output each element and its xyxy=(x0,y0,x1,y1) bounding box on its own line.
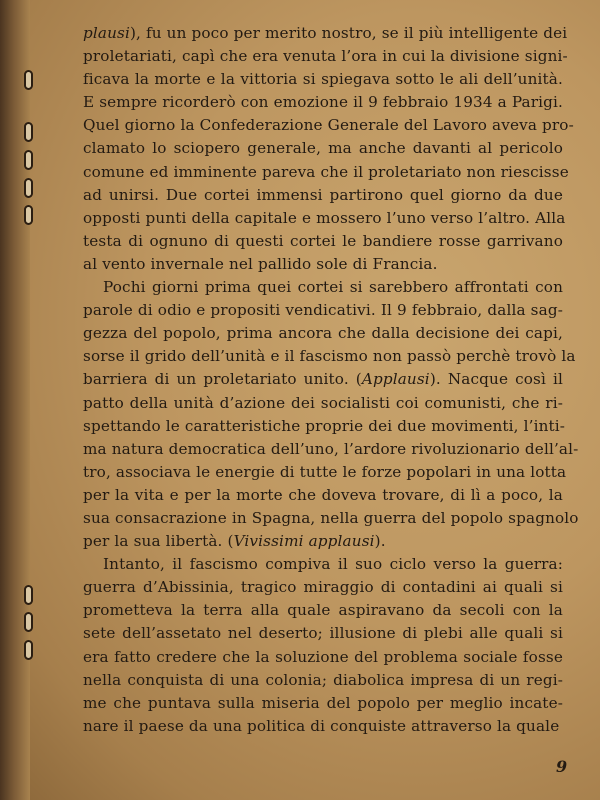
text-line xyxy=(83,230,563,253)
text-line xyxy=(83,368,563,391)
text-line xyxy=(83,276,563,299)
binding-staple xyxy=(24,70,33,90)
text-segment: clamato lo sciopero generale, ma anche davanti al pericolo xyxy=(83,139,563,158)
text-segment: sete dell’assetato nel deserto; illusione di plebi alle quali si xyxy=(83,624,563,643)
text-line xyxy=(83,345,576,368)
text-segment: ). Nacque così il xyxy=(429,370,563,389)
text-segment: ficava la morte e la vittoria si spiegava sotto le ali dell’unità. xyxy=(83,70,563,89)
binding-staple xyxy=(24,205,33,225)
text-segment: Pochi giorni prima quei cortei si sarebbero affrontati con xyxy=(103,278,563,297)
text-segment: E sempre ricorderò con emozione il 9 febbraio 1934 a Parigi. xyxy=(83,93,563,112)
text-segment: ad unirsi. Due cortei immensi partirono quel giorno da due xyxy=(83,185,563,204)
text-segment: proletariati, capì che era venuta l’ora in cui la divisione signi- xyxy=(83,47,568,66)
italic-text: plausi xyxy=(83,24,130,42)
text-line xyxy=(83,91,563,114)
text-segment: sua consacrazione in Spagna, nella guerra del popolo spagnolo xyxy=(83,508,579,527)
text-line xyxy=(83,392,563,415)
text-segment: nella conquista di una colonia; diabolica impresa di un regi- xyxy=(83,670,563,689)
text-line xyxy=(83,599,563,622)
text-line xyxy=(83,184,563,207)
paragraph xyxy=(83,22,574,276)
binding-staple xyxy=(24,150,33,170)
text-line xyxy=(83,669,563,692)
text-segment: era fatto credere che la soluzione del problema sociale fosse xyxy=(83,647,563,666)
binding-gutter xyxy=(0,0,30,800)
text-segment: prometteva la terra alla quale aspiravano da secoli con la xyxy=(83,601,563,620)
text-line xyxy=(83,253,563,276)
text-line xyxy=(83,646,563,669)
text-segment: Intanto, il fascismo compiva il suo ciclo verso la guerra: xyxy=(103,555,563,574)
text-segment: guerra d’Abissinia, tragico miraggio di contadini ai quali si xyxy=(83,578,563,597)
paragraph xyxy=(83,553,563,738)
italic-text: Applausi xyxy=(361,370,430,389)
body-text xyxy=(83,22,579,738)
paragraph xyxy=(83,276,579,553)
text-segment: ). xyxy=(374,532,386,551)
text-line xyxy=(83,137,563,160)
text-line xyxy=(83,484,563,507)
text-line xyxy=(83,114,574,137)
text-line xyxy=(83,553,563,576)
binding-staple xyxy=(24,122,33,142)
text-line xyxy=(83,461,567,484)
text-segment: sorse il grido dell’unità e il fascismo non passò perchè trovò la xyxy=(83,347,576,366)
text-line xyxy=(83,715,563,738)
text-segment: ma natura democratica dell’uno, l’ardore rivoluzionario dell’al- xyxy=(83,439,579,458)
text-segment: barriera di un proletariato unito. ( xyxy=(83,370,362,389)
text-line xyxy=(83,507,579,530)
binding-staple xyxy=(24,585,33,605)
page-number: 9 xyxy=(556,757,568,776)
text-segment: testa di ognuno di questi cortei le bandiere rosse garrivano xyxy=(83,231,563,250)
text-line xyxy=(83,622,563,645)
text-segment: opposti punti della capitale e mossero l’uno verso l’altro. Alla xyxy=(83,208,566,227)
text-segment: parole di odio e propositi vendicativi. Il 9 febbraio, dalla sag- xyxy=(83,301,563,320)
text-line xyxy=(83,299,563,322)
text-segment: Quel giorno la Confederazione Generale del Lavoro aveva pro- xyxy=(83,116,574,135)
binding-staple xyxy=(24,178,33,198)
text-segment: per la vita e per la morte che doveva trovare, di lì a poco, la xyxy=(83,485,563,504)
text-segment: gezza del popolo, prima ancora che dalla decisione dei capi, xyxy=(83,324,563,343)
text-segment: patto della unità d’azione dei socialisti coi comunisti, che ri- xyxy=(83,393,563,412)
text-line xyxy=(83,692,563,715)
text-line xyxy=(83,576,563,599)
text-line xyxy=(83,415,566,438)
text-line xyxy=(83,207,566,230)
text-line xyxy=(83,45,568,68)
text-segment: per la sua libertà. ( xyxy=(83,532,234,551)
text-line xyxy=(83,530,563,553)
binding-staple xyxy=(24,640,33,660)
text-segment: me che puntava sulla miseria del popolo per meglio incate- xyxy=(83,693,563,712)
binding-staple xyxy=(24,612,33,632)
text-line xyxy=(83,438,579,461)
text-line xyxy=(83,22,568,45)
italic-text: Vivissimi applausi xyxy=(233,532,375,551)
text-segment: nare il paese da una politica di conquiste attraverso la quale xyxy=(83,716,560,735)
text-line xyxy=(83,68,563,91)
text-segment: ), fu un poco per merito nostro, se il più intelligente dei xyxy=(129,24,568,42)
text-segment: spettando le caratteristiche proprie dei due movimenti, l’inti- xyxy=(83,416,566,435)
text-segment: al vento invernale nel pallido sole di Francia. xyxy=(83,254,438,273)
text-line xyxy=(83,322,563,345)
text-segment: tro, associava le energie di tutte le forze popolari in una lotta xyxy=(83,462,567,481)
text-segment: comune ed imminente pareva che il proletariato non riescisse xyxy=(83,162,569,181)
text-line xyxy=(83,161,569,184)
